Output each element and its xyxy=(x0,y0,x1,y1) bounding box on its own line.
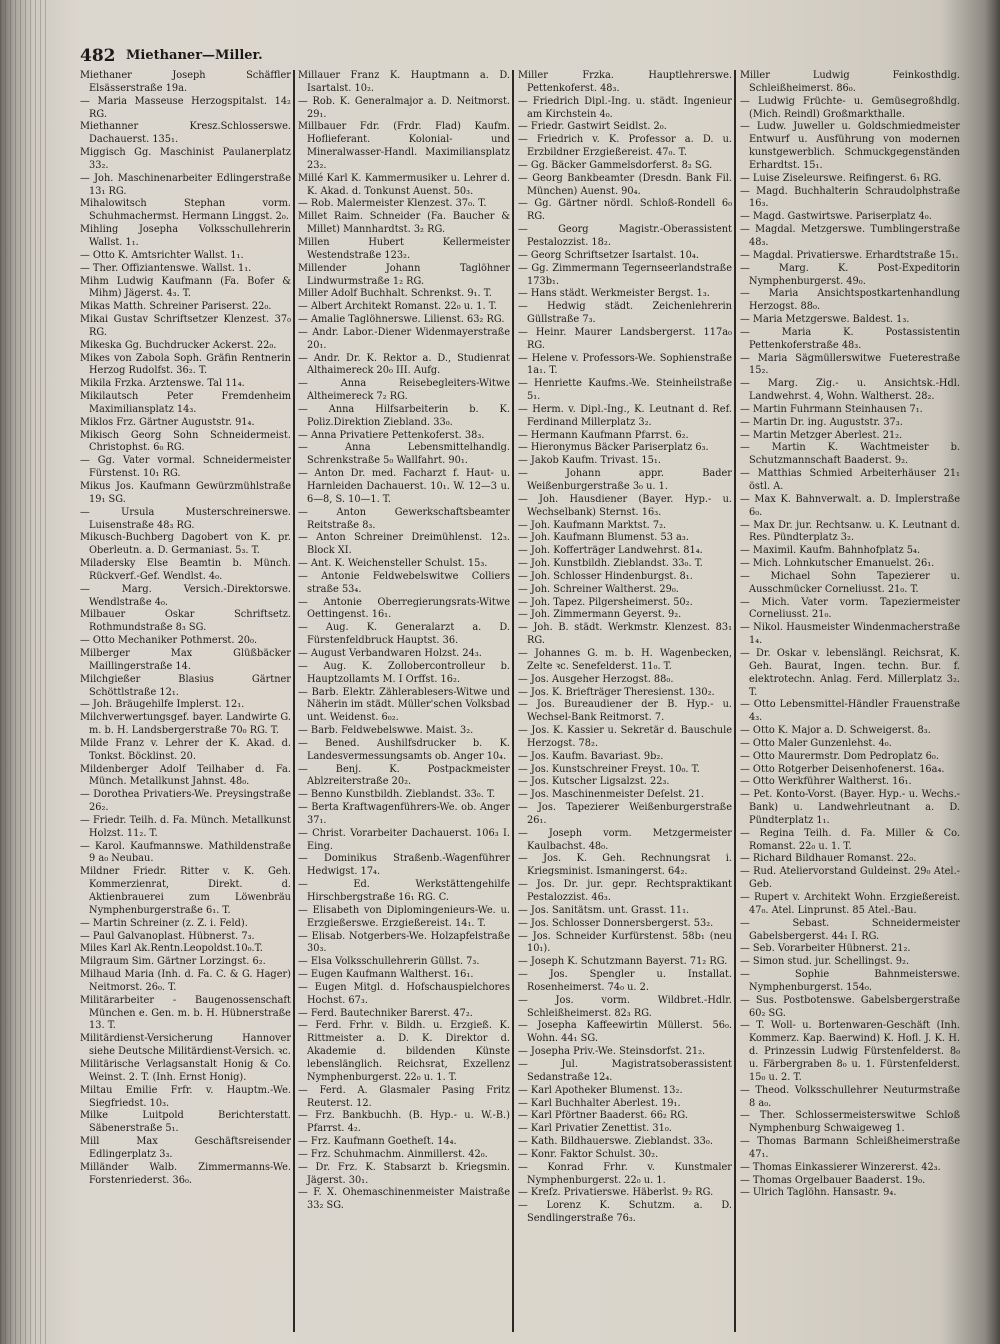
directory-entry: — Karol. Kaufmannswe. Mathildenstraße 9 a₀ Neubau. xyxy=(80,840,291,865)
directory-entry: — Hieronymus Bäcker Pariserplatz 6₃. xyxy=(518,442,709,454)
directory-entry: — Jakob Kaufm. Trivast. 15₁. xyxy=(518,455,661,467)
directory-entry: — Elisab. Notgerbers-We. Holzapfelstraße 30₃. xyxy=(298,930,510,955)
directory-entry: Milke Luitpold Berichterstatt. Säbenerstraße 5₁. xyxy=(80,1110,291,1135)
directory-entry: Milgraum Sim. Gärtner Lorzingst. 6₂. xyxy=(80,956,266,968)
directory-entry: — Josepha Kaffeewirtin Müllerst. 56₀. Wohn. 44₁ SG. xyxy=(518,1020,732,1045)
directory-entry: — Hermann Kaufmann Pfarrst. 6₂. xyxy=(518,429,689,441)
directory-entry: — Anna Hilfsarbeiterin b. K. Poliz.Direktion Ziebland. 33₀. xyxy=(298,403,510,428)
directory-entry: — Jos. Kaufm. Bavariast. 9b₂. xyxy=(518,750,664,762)
directory-entry: — Martin Metzger Aberlest. 21₂. xyxy=(740,429,903,441)
directory-entry: Miller Frzka. Hauptlehrerswe. Pettenkoferst. 48₃. xyxy=(518,70,732,94)
directory-entry: Millbauer Fdr. (Frdr. Flad) Kaufm. Hoflieferant. Kolonial- und Mineralwasser-Handl. Maximiliansplatz 23₂. xyxy=(298,121,510,171)
directory-entry: — Jos. Kutscher Ligsalzst. 22₃. xyxy=(518,776,670,788)
directory-entry: — Joh. Hausdiener (Bayer. Hyp.- u. Wechselbank) Sternst. 16₃. xyxy=(518,493,732,518)
directory-entry: — Michael Sohn Tapezierer u. Ausschmücker Corneliusst. 21₀. T. xyxy=(740,570,960,595)
directory-entry: — Kath. Bildhauerswe. Zieblandst. 33₀. xyxy=(518,1136,713,1148)
directory-entry: — Jos. Sanitätsm. unt. Grasst. 11₁. xyxy=(518,904,690,916)
directory-entry: — Joh. Maschinenarbeiter Edlingerstraße 13₁ RG. xyxy=(80,172,291,197)
column-rule xyxy=(293,70,295,1332)
directory-entry: — Rupert v. Architekt Wohn. Erzgießereist. 47₀. Atel. Linprunst. 85 Atel.-Bau. xyxy=(740,892,960,916)
directory-entry: Miles Karl Ak.Rentn.Leopoldst.10₀.T. xyxy=(80,943,263,955)
directory-entry: — Kreſz. Privatierswe. Häberlst. 9₂ RG. xyxy=(518,1187,714,1199)
directory-entry: — Friedrich Dipl.-Ing. u. städt. Ingenieur am Kirchstein 4₀. xyxy=(518,95,732,120)
directory-entry: — Martin Dr. ing. Auguststr. 37₃. xyxy=(740,416,903,428)
directory-entry: — Marg. Versich.-Direktorswe. Wendlstraße 4₀. xyxy=(80,583,291,608)
directory-entry: Mikila Frzka. Arztenswe. Tal 11₄. xyxy=(80,378,245,390)
directory-entry: — Anton Schreiner Dreimühlenst. 12₃. Block XI. xyxy=(298,532,510,557)
directory-entry: — Ludw. Juweller u. Goldschmiedmeister Entwurf u. Ausführung von modernen kunstgewerblich. Schmuckgegenständen Erhardtst. 15₁. xyxy=(740,121,960,171)
directory-entry: — Jos. Kunstschreiner Freyst. 10₀. T. xyxy=(518,763,700,775)
directory-entry: Milchverwertungsgef. bayer. Landwirte G. m. b. H. Landsbergerstraße 70₀ RG. T. xyxy=(80,712,291,737)
directory-entry: — Anton Dr. med. Facharzt f. Haut- u. Harnleiden Dachauerst. 10₁. W. 12—3 u. 6—8, S. 10—1. T. xyxy=(298,468,510,505)
directory-entry: — Martin Fuhrmann Steinhausen 7₁. xyxy=(740,403,923,415)
page-number: 482 xyxy=(80,46,116,66)
directory-entry: Mill Max Geschäftsreisender Edlingerplatz 3₃. xyxy=(80,1136,291,1160)
directory-entry: — Ulrich Taglöhn. Hansastr. 9₄. xyxy=(740,1187,897,1199)
directory-entry: — Luise Ziseleurswe. Reifingerst. 6₁ RG. xyxy=(740,172,942,184)
directory-entry: — Joh. Bräugehilfe Implerst. 12₁. xyxy=(80,699,245,711)
directory-entry: — Antonie Feldwebelswitwe Colliers straße 53₄. xyxy=(298,570,510,595)
directory-entry: Milchgießer Blasius Gärtner Schöttlstraße 12₁. xyxy=(80,673,291,698)
directory-entry: — Ferd. Bautechniker Barerst. 47₂. xyxy=(298,1007,473,1019)
directory-entry: — Jos. vorm. Wildbret.-Hdlr. Schleißheimerst. 82₃ RG. xyxy=(518,994,732,1019)
directory-entry: Militärdienst-Versicherung Hannover siehe Deutsche Militärdienst-Versich. ꝛc. xyxy=(80,1033,291,1058)
directory-entry: Miladersky Else Beamtin b. Münch. Rückverf.-Gef. Wendlst. 4₀. xyxy=(80,558,291,582)
directory-entry: — Joh. Schreiner Waltherst. 29₀. xyxy=(518,583,679,595)
directory-entry: — Hans städt. Werkmeister Bergst. 1₃. xyxy=(518,288,710,300)
directory-entry: — Barb. Feldwebelswwe. Maist. 3₂. xyxy=(298,725,474,737)
directory-entry: — Gg. Gärtner nördl. Schloß-Rondell 6₀ RG. xyxy=(518,198,732,223)
directory-entry: Mikisch Georg Sohn Schneidermeist. Christophst. 6₀ RG. xyxy=(80,429,291,454)
directory-entry: Mikai Gustav Schriftsetzer Klenzest. 37₀ RG. xyxy=(80,314,291,338)
directory-entry: — Otto K. Amtsrichter Wallst. 1₁. xyxy=(80,249,244,261)
directory-entry: Mihalowitsch Stephan vorm. Schuhmachermst. Hermann Linggst. 2₀. xyxy=(80,198,291,223)
directory-entry: — Otto K. Major a. D. Schweigerst. 8₃. xyxy=(740,725,931,737)
directory-entry: Miklos Frz. Gärtner Auguststr. 91₄. xyxy=(80,416,255,428)
directory-entry: — Jos. Schneider Kurfürstenst. 58b₁ (neu 10₁). xyxy=(518,930,732,955)
directory-entry: — Elsa Volksschullehrerin Güllst. 7₃. xyxy=(298,956,480,968)
directory-entry: — Dr. Frz. K. Stabsarzt b. Kriegsmin. Jägerst. 30₁. xyxy=(298,1161,510,1186)
directory-entry: — Seb. Vorarbeiter Hübnerst. 21₂. xyxy=(740,943,911,955)
directory-entry: — Ed. Werkstättengehilfe Hirschbergstraße 16₁ RG. C. xyxy=(298,879,510,903)
directory-entry: — Andr. Dr. K. Rektor a. D., Studienrat Althaimereck 20₀ III. Aufg. xyxy=(298,352,510,377)
directory-entry: — Helene v. Professors-We. Sophienstraße 1a₁. T. xyxy=(518,352,732,377)
directory-entry: — Jos. K. Kassier u. Sekretär d. Bauschule Herzogst. 78₂. xyxy=(518,725,732,749)
directory-entry: — August Verbandwaren Holzst. 24₃. xyxy=(298,647,482,659)
directory-entry: — Karl Privatier Zenettist. 31₀. xyxy=(518,1123,672,1135)
directory-entry: — Elisabeth von Diplomingenieurs-We. u. Erzgießerswe. Erzgießereist. 14₁. T. xyxy=(298,904,510,929)
directory-entry: Milländer Walb. Zimmermanns-We. Forstenriederst. 36₀. xyxy=(80,1161,291,1186)
directory-entry: Mikilautsch Peter Fremdenheim Maximiliansplatz 14₃. xyxy=(80,391,291,415)
directory-entry: — Joh. B. städt. Werkmstr. Klenzest. 83₁ RG. xyxy=(518,622,732,647)
directory-entry: Miethaner Joseph Schäffler Elsässerstraße 19a. xyxy=(80,70,291,94)
directory-entry: — Theod. Volksschullehrer Neuturmstraße 8 a₀. xyxy=(740,1084,960,1109)
directory-entry: — Friedr. Gastwirt Seidlst. 2₀. xyxy=(518,121,667,133)
directory-entry: — Anna Privatiere Pettenkoferst. 38₃. xyxy=(298,429,485,441)
directory-entry: — Rob. Malermeister Klenzest. 37₀. T. xyxy=(298,198,487,210)
directory-entry: — Georg Magistr.-Oberassistent Pestalozzist. 18₂. xyxy=(518,224,732,248)
directory-entry: — Maria Metzgerswe. Baldest. 1₃. xyxy=(740,314,910,326)
directory-entry: — Jos. Bureaudiener der B. Hyp.- u. Wechsel-Bank Reitmorst. 7. xyxy=(518,699,732,724)
directory-entry: — Martin K. Wachtmeister b. Schutzmannschaft Baaderst. 9₂. xyxy=(740,442,960,467)
directory-entry: — Maria Ansichtspostkartenhandlung Herzogst. 88₀. xyxy=(740,288,960,313)
directory-entry: Milbauer Oskar Schriftsetz. Rothmundstraße 8₃ SG. xyxy=(80,609,291,634)
directory-entry: — Karl Apotheker Blumenst. 13₂. xyxy=(518,1084,683,1096)
directory-entry: — Bened. Aushilfsdrucker b. K. Landesvermessungsamts ob. Anger 10₄. xyxy=(298,737,510,762)
directory-entry: Mihling Josepha Volksschullehrerin Wallst. 1₁. xyxy=(80,224,291,248)
directory-entry: — Dr. Oskar v. lebenslängl. Reichsrat, K. Geh. Baurat, Ingen. techn. Bur. f. elektrotechn. Anlag. Ferd. Millerplatz 3₂. T. xyxy=(740,647,960,698)
directory-entry: — Benj. K. Postpackmeister Ablzreiterstraße 20₂. xyxy=(298,763,510,788)
directory-entry: — Ferd. A. Glasmaler Pasing Fritz Reuterst. 12. xyxy=(298,1084,510,1109)
directory-entry: Millauer Franz K. Hauptmann a. D. Isartalst. 10₂. xyxy=(298,70,510,94)
directory-entry: Mikeska Gg. Buchdrucker Ackerst. 22₀. xyxy=(80,339,277,351)
directory-entry: — Jos. Ausgeher Herzogst. 88₀. xyxy=(518,673,674,685)
directory-entry: Milhaud Maria (Inh. d. Fa. C. & G. Hager) Neitmorst. 26₀. T. xyxy=(80,969,291,993)
directory-entry: — Otto Maler Gunzenlehst. 4₀. xyxy=(740,737,892,749)
directory-entry: — Dorothea Privatiers-We. Preysingstraße 26₂. xyxy=(80,789,291,814)
column-2 xyxy=(298,70,510,1332)
directory-entry: — Ther. Schlossermeisterswitwe Schloß Nymphenburg Schwaigeweg 1. xyxy=(740,1110,960,1135)
directory-entry: — Karl Buchhalter Aberlest. 19₁. xyxy=(518,1097,681,1109)
directory-entry: — Max K. Bahnverwalt. a. D. Implerstraße 6₀. xyxy=(740,493,960,518)
directory-entry: — Johannes G. m. b. H. Wagenbecken, Zelte ꝛc. Senefelderst. 11₀. T. xyxy=(518,647,732,672)
directory-entry: — Maximil. Kaufm. Bahnhofplatz 5₄. xyxy=(740,545,921,557)
directory-entry: — Otto Werkführer Waltherst. 16₁. xyxy=(740,776,912,788)
directory-entry: — Otto Maurermstr. Dom Pedroplatz 6₀. xyxy=(740,750,939,762)
directory-entry: — Jos. Dr. jur. gepr. Rechtspraktikant Pestalozzist. 46₃. xyxy=(518,879,732,903)
directory-entry: Miller Adolf Buchhalt. Schrenkst. 9₁. T. xyxy=(298,288,492,300)
directory-entry: — Marg. Zig.- u. Ansichtsk.-Hdl. Landwehrst. 4, Wohn. Waltherst. 28₂. xyxy=(740,378,960,403)
directory-entry: — Magdal. Privatierswe. Erhardtstraße 15₁. xyxy=(740,249,959,261)
directory-entry: — Ursula Musterschreinerswe. Luisenstraße 48₃ RG. xyxy=(80,506,291,531)
directory-entry: — Ludwig Früchte- u. Gemüsegroßhdlg. (Mich. Reindl) Großmarkthalle. xyxy=(740,95,960,120)
directory-entry: Millender Johann Taglöhner Lindwurmstraße 1₂ RG. xyxy=(298,262,510,287)
directory-entry: — Jul. Magistratsoberassistent Sedanstraße 12₄. xyxy=(518,1058,732,1083)
directory-entry: — Thomas Orgelbauer Baaderst. 19₀. xyxy=(740,1174,926,1186)
directory-entry: — Joh. Kunstbildh. Zieblandst. 33₀. T. xyxy=(518,558,703,570)
directory-entry: — Konr. Faktor Schulst. 30₂. xyxy=(518,1148,659,1160)
directory-entry: — T. Woll- u. Bortenwaren-Geschäft (Inh. Kommerz. Kap. Baerwind) K. Hofl. J. K. H. d. Prinzessin Ludwig Fürstenfelderst. 8₀ u. Färbergraben 8₀ u. 1. Fürstenfelderst. 15₀ u. 2. T. xyxy=(740,1020,960,1083)
directory-entry: — Joh. Kofferträger Landwehrst. 81₄. xyxy=(518,545,703,557)
directory-entry: — Rob. K. Generalmajor a. D. Neitmorst. 29₁. xyxy=(298,95,510,120)
directory-entry: — Magd. Gastwirtswe. Pariserplatz 4₀. xyxy=(740,211,932,223)
directory-entry: — Josepha Priv.-We. Steinsdorfst. 21₂. xyxy=(518,1046,706,1058)
directory-entry: — Joh. Kaufmann Marktst. 7₂. xyxy=(518,519,667,531)
directory-entry: — Matthias Schmied Arbeiterhäuser 21₁ östl. A. xyxy=(740,468,960,492)
directory-entry: — Anton Gewerkschaftsbeamter Reitstraße 8₃. xyxy=(298,506,510,531)
column-3 xyxy=(518,70,732,1332)
directory-entry: — Otto Mechaniker Pothmerst. 20₀. xyxy=(80,635,258,647)
directory-entry: — Maria Masseuse Herzogspitalst. 14₂ RG. xyxy=(80,95,291,120)
directory-entry: — Otto Lebensmittel-Händler Frauenstraße 4₃. xyxy=(740,699,960,724)
directory-entry: — Simon stud. jur. Schellingst. 9₂. xyxy=(740,956,910,968)
directory-entry: — Jos. Schlosser Donnersbergerst. 53₂. xyxy=(518,917,714,929)
directory-entry: Millet Raim. Schneider (Fa. Baucher & Millet) Mannhardtst. 3₂ RG. xyxy=(298,211,510,236)
directory-entry: — Martin Schreiner (z. Z. i. Feld). xyxy=(80,917,248,929)
directory-entry: — Georg Schriftsetzer Isartalst. 10₄. xyxy=(518,249,699,261)
directory-entry: — Rud. Ateliervorstand Guldeinst. 29₀ Atel.-Geb. xyxy=(740,866,960,891)
directory-entry: — Richard Bildhauer Romanst. 22₀. xyxy=(740,853,917,865)
directory-entry: — Henriette Kaufms.-We. Steinheilstraße 5₁. xyxy=(518,378,732,403)
page-edge-shadow xyxy=(0,0,50,1344)
directory-entry: — Maria Sägmüllerswitwe Fueterestraße 15₂. xyxy=(740,352,960,377)
directory-entry: Mildenberger Adolf Teilhaber d. Fa. Münch. Metallkunst Jahnst. 48₀. xyxy=(80,763,291,788)
directory-entry: Mikas Matth. Schreiner Pariserst. 22₀. xyxy=(80,301,272,313)
directory-entry: — Herm. v. Dipl.-Ing., K. Leutnant d. Ref. Ferdinand Millerplatz 3₂. xyxy=(518,403,732,428)
directory-entry: — Magd. Buchhalterin Schraudolphstraße 16₃. xyxy=(740,185,960,210)
directory-entry: — Nikol. Hausmeister Windenmacherstraße 1₄. xyxy=(740,622,960,647)
directory-entry: — Jos. Tapezierer Weißenburgerstraße 26₁. xyxy=(518,802,732,826)
directory-entry: — Barb. Elektr. Zählerablesers-Witwe und Näherin im städt. Müller'schen Volksbad unt. Weidenst. 6₀₂. xyxy=(298,686,510,724)
directory-entry: Mikus Jos. Kaufmann Gewürzmühlstraße 19₁ SG. xyxy=(80,481,291,505)
directory-entry: — Gg. Bäcker Gammelsdorferst. 8₂ SG. xyxy=(518,159,713,171)
page-header xyxy=(80,46,960,68)
directory-entry: — Sophie Bahnmeisterswe. Nymphenburgerst. 154₀. xyxy=(740,969,960,993)
directory-entry: — Thomas Barmann Schleißheimerstraße 47₁. xyxy=(740,1136,960,1160)
directory-entry: — Sus. Postbotenswe. Gabelsbergerstraße 60₂ SG. xyxy=(740,994,960,1019)
directory-entry: — Eugen Mitgl. d. Hofschauspielchores Hochst. 67₃. xyxy=(298,981,510,1006)
directory-entry: — Ther. Offiziantenswe. Wallst. 1₁. xyxy=(80,262,252,274)
directory-entry: — Thomas Einkassierer Winzererst. 42₃. xyxy=(740,1161,941,1173)
directory-entry: — Marg. K. Post-Expeditorin Nymphenburgerst. 49₀. xyxy=(740,262,960,287)
directory-entry: — Mich. Lohnkutscher Emanuelst. 26₁. xyxy=(740,558,935,570)
directory-entry: — Amalie Taglöhnerswe. Lilienst. 63₂ RG. xyxy=(298,314,505,326)
directory-entry: — Paul Galvanoplast. Hübnerst. 7₃. xyxy=(80,930,255,942)
directory-entry: Millen Hubert Kellermeister Westendstraße 123₂. xyxy=(298,236,510,261)
directory-entry: — Lorenz K. Schutzm. a. D. Sendlingerstraße 76₃. xyxy=(518,1200,732,1225)
directory-entry: — Konrad Frhr. v. Kunstmaler Nymphenburgerst. 22₀ u. 1. xyxy=(518,1161,732,1186)
directory-entry: — F. X. Ohemaschinenmeister Maistraße 33₂ SG. xyxy=(298,1187,510,1212)
directory-entry: Miltau Emilie Frfr. v. Hauptm.-We. Siegfriedst. 10₃. xyxy=(80,1084,291,1109)
directory-entry: Milberger Max Glüßbäcker Maillingerstraße 14. xyxy=(80,647,291,672)
directory-entry: — Frz. Bankbuchh. (B. Hyp.- u. W.-B.) Pfarrst. 4₂. xyxy=(298,1110,510,1135)
directory-entry: — Otto Rotgerber Deisenhofenerst. 16a₄. xyxy=(740,763,945,775)
directory-entry: Millé Karl K. Kammermusiker u. Lehrer d. K. Akad. d. Tonkunst Auenst. 50₃. xyxy=(298,172,510,197)
directory-entry: — Aug. K. Generalarzt a. D. Fürstenfeldbruck Hauptst. 36. xyxy=(298,622,510,647)
directory-entry: — Gg. Zimmermann Tegernseerlandstraße 173b₁. xyxy=(518,262,732,287)
directory-entry: — Aug. K. Zollobercontrolleur b. Hauptzollamts M. I Orffst. 16₂. xyxy=(298,660,510,685)
directory-entry: — Joseph vorm. Metzgermeister Kaulbachst. 48₀. xyxy=(518,827,732,852)
directory-entry: — Mich. Vater vorm. Tapeziermeister Corneliusst. 21₀. xyxy=(740,596,960,621)
running-head: Miethaner—Miller. xyxy=(126,48,263,63)
directory-entry: — Friedr. Teilh. d. Fa. Münch. Metallkunst Holzst. 11₂. T. xyxy=(80,814,291,839)
directory-entry: Miethanner Kresz.Schlosserswe. Dachauerst. 135₁. xyxy=(80,121,291,146)
directory-entry: — Jos. K. Geh. Rechnungsrat i. Kriegsminist. Ismaningerst. 64₂. xyxy=(518,853,732,878)
directory-entry: — Hedwig städt. Zeichenlehrerin Güllstraße 7₃. xyxy=(518,301,732,326)
directory-entry: — Joh. Kaufmann Blumenst. 53 a₃. xyxy=(518,532,689,544)
directory-entry: — Frz. Kaufmann Goetheſt. 14₄. xyxy=(298,1136,457,1148)
directory-entry: — Regina Teilh. d. Fa. Miller & Co. Romanst. 22₀ u. 1. T. xyxy=(740,827,960,852)
directory-entry: — Ant. K. Weichensteller Schulst. 15₃. xyxy=(298,558,488,570)
directory-entry: — Anna Reisebegleiters-Witwe Altheimereck 7₂ RG. xyxy=(298,378,510,403)
column-rule xyxy=(734,70,736,1332)
directory-entry: — Joh. Zimmermann Geyerst. 9₂. xyxy=(518,609,682,621)
directory-entry: Mihm Ludwig Kaufmann (Fa. Bofer & Mihm) Jägerst. 4₃. T. xyxy=(80,275,291,300)
directory-entry: — Jos. K. Briefträger Theresienst. 130₂. xyxy=(518,686,715,698)
directory-entry: — Berta Kraftwagenführers-We. ob. Anger 37₁. xyxy=(298,802,510,826)
column-1 xyxy=(80,70,291,1332)
directory-entry: Milde Franz v. Lehrer der K. Akad. d. Tonkst. Böcklinst. 20. xyxy=(80,737,291,762)
column-4 xyxy=(740,70,960,1332)
directory-entry: Militärarbeiter - Baugenossenschaft München e. Gen. m. b. H. Hübnerstraße 13. T. xyxy=(80,994,291,1032)
directory-entry: Miggisch Gg. Maschinist Paulanerplatz 33₂. xyxy=(80,147,291,171)
directory-entry: — Antonie Oberregierungsrats-Witwe Oettingenst. 16₁. xyxy=(298,596,510,621)
directory-entry: — Benno Kunstbildh. Zieblandst. 33₀. T. xyxy=(298,789,496,801)
column-rule xyxy=(512,70,514,1332)
directory-entry: Militärische Verlagsanstalt Honig & Co. Weinst. 2. T. (Inh. Ernst Honig). xyxy=(80,1058,291,1083)
directory-entry: — Pet. Konto-Vorst. (Bayer. Hyp.- u. Wechs.-Bank) u. Landwehrleutnant a. D. Pündterplatz 1₁. xyxy=(740,789,960,826)
directory-entry: — Dominikus Straßenb.-Wagenführer Hedwigst. 17₄. xyxy=(298,853,510,878)
directory-entry: Mikusch-Buchberg Dagobert von K. pr. Oberleutn. a. D. Germaniast. 5₃. T. xyxy=(80,532,291,557)
directory-entry: — Max Dr. jur. Rechtsanw. u. K. Leutnant d. Res. Pündterplatz 3₂. xyxy=(740,519,960,544)
directory-entry: — Jos. Spengler u. Installat. Rosenheimerst. 74₀ u. 2. xyxy=(518,969,732,993)
directory-entry: — Frz. Schuhmachm. Ainmillerst. 42₀. xyxy=(298,1148,488,1160)
directory-entry: — Magdal. Metzgerswe. Tumblingerstraße 48₃. xyxy=(740,224,960,248)
directory-entry: Mikes von Zabola Soph. Gräfin Rentnerin Herzog Rudolfst. 36₂. T. xyxy=(80,352,291,377)
directory-entry: — Christ. Vorarbeiter Dachauerst. 106₃ I. Eing. xyxy=(298,827,510,852)
directory-entry: — Joseph K. Schutzmann Bayerst. 71₂ RG. xyxy=(518,956,728,968)
directory-entry: — Johann appr. Bader Weißenburgerstraße 3₀ u. 1. xyxy=(518,468,732,492)
directory-entry: — Jos. Maschinenmeister Deſelst. 21. xyxy=(518,789,705,801)
directory-entry: — Joh. Tapez. Pilgersheimerst. 50₂. xyxy=(518,596,693,608)
directory-entry: — Gg. Vater vormal. Schneidermeister Fürstenst. 10₁ RG. xyxy=(80,455,291,480)
directory-entry: — Maria K. Postassistentin Pettenkoferstraße 48₃. xyxy=(740,326,960,351)
directory-entry: — Eugen Kaufmann Waltherst. 16₁. xyxy=(298,969,474,981)
directory-entry: — Sebast. Schneidermeister Gabelsbergerst. 44₁ I. RG. xyxy=(740,917,960,942)
directory-entry: — Anna Lebensmittelhandlg. Schrenkstraße 5₀ Wallfahrt. 90₁. xyxy=(298,442,510,467)
directory-entry: — Friedrich v. K. Professor a. D. u. Erzbildner Erzgießereist. 47₀. T. xyxy=(518,134,732,159)
directory-entry: Mildner Friedr. Ritter v. K. Geh. Kommerzienrat, Direkt. d. Aktienbrauerei zum Löwenbräu Nymphenburgerstraße 6₁. T. xyxy=(80,866,291,916)
directory-entry: — Andr. Labor.-Diener Widenmayerstraße 20₁. xyxy=(298,326,510,351)
directory-entry: — Ferd. Frhr. v. Bildh. u. Erzgieß. K. Rittmeister a. D. K. Direktor d. Akademie d. bildenden Künste lebenslänglich. Reichsrat, Exzellenz Nymphenburgerst. 22₀ u. 1. T. xyxy=(298,1020,510,1083)
directory-entry: Miller Ludwig Feinkosthdlg. Schleißheimerst. 86₀. xyxy=(740,70,960,94)
directory-entry: — Georg Bankbeamter (Dresdn. Bank Fil. München) Auenst. 90₄. xyxy=(518,172,732,197)
directory-entry: — Karl Pförtner Baaderst. 66₂ RG. xyxy=(518,1110,688,1122)
directory-entry: — Joh. Schlosser Hindenburgst. 8₁. xyxy=(518,570,693,582)
directory-entry: — Heinr. Maurer Landsbergerst. 117a₀ RG. xyxy=(518,326,732,351)
directory-entry: — Albert Architekt Romanst. 22₀ u. 1. T. xyxy=(298,301,497,313)
